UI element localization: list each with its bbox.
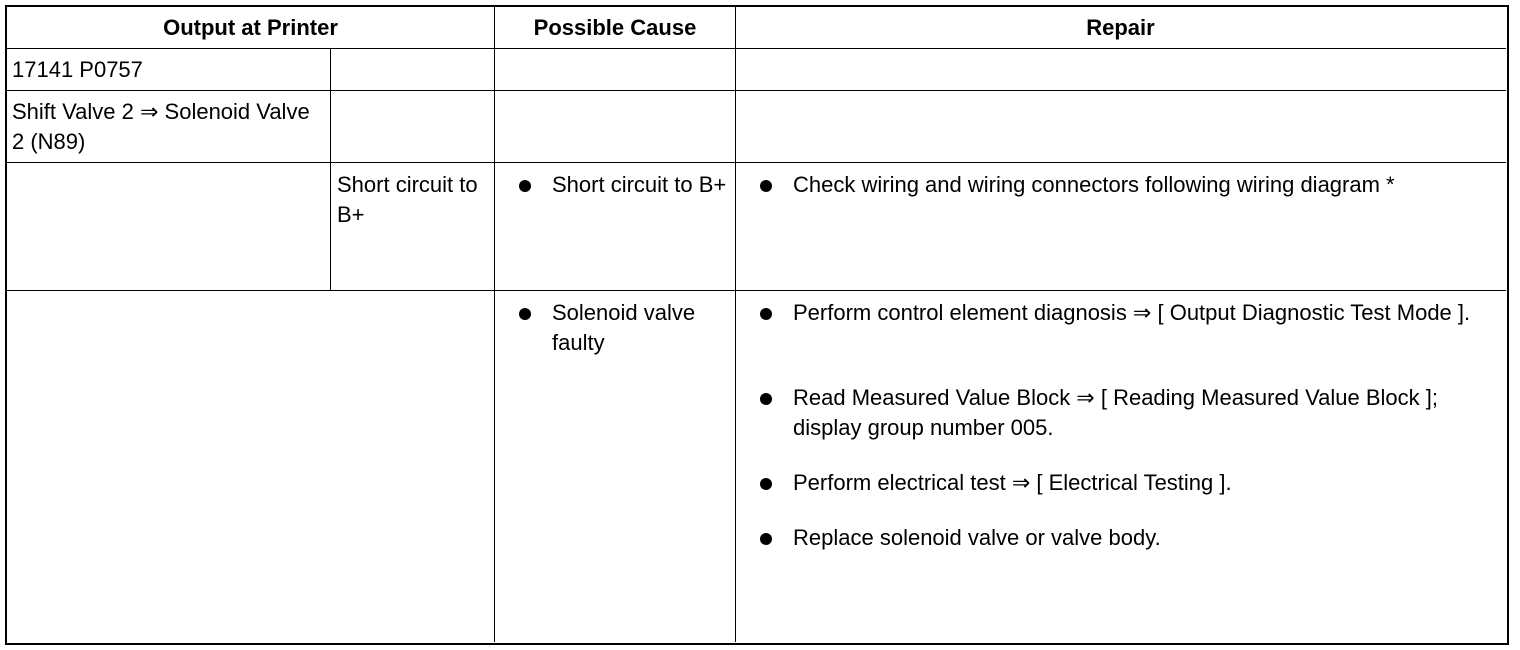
cause-text: Solenoid valve faulty (552, 300, 696, 355)
header-output-at-printer: Output at Printer (163, 15, 338, 40)
divider-header (6, 48, 1506, 49)
fault-code: 17141 P0757 (12, 57, 143, 82)
bullet-icon (760, 308, 772, 320)
divider-output-subcolumn (330, 48, 331, 290)
divider-component-row (6, 162, 1506, 163)
bullet-icon (760, 180, 772, 192)
header-possible-cause: Possible Cause (533, 15, 697, 40)
repair-text: Replace solenoid valve or valve body. (793, 525, 1161, 550)
bullet-icon (519, 180, 531, 192)
component-name: Shift Valve 2 ⇒ Solenoid Valve 2 (N89) (12, 99, 310, 154)
bullet-icon (519, 308, 531, 320)
bullet-icon (760, 393, 772, 405)
repair-text: Read Measured Value Block ⇒ [ Reading Measured Value Block ]; display group number 005. (793, 385, 1438, 440)
divider-cause-repair (735, 6, 736, 642)
header-repair: Repair (1086, 15, 1155, 40)
bullet-icon (760, 533, 772, 545)
divider-fault-row (6, 290, 1506, 291)
bullet-icon (760, 478, 772, 490)
repair-text: Perform control element diagnosis ⇒ [ Output Diagnostic Test Mode ]. (793, 300, 1471, 325)
divider-output-cause (494, 6, 495, 642)
divider-code-row (6, 90, 1506, 91)
repair-text: Check wiring and wiring connectors following wiring diagram * (793, 172, 1395, 197)
repair-text: Perform electrical test ⇒ [ Electrical Testing ]. (793, 470, 1232, 495)
cause-text: Short circuit to B+ (552, 172, 727, 197)
fault-condition: Short circuit to B+ (337, 172, 478, 227)
